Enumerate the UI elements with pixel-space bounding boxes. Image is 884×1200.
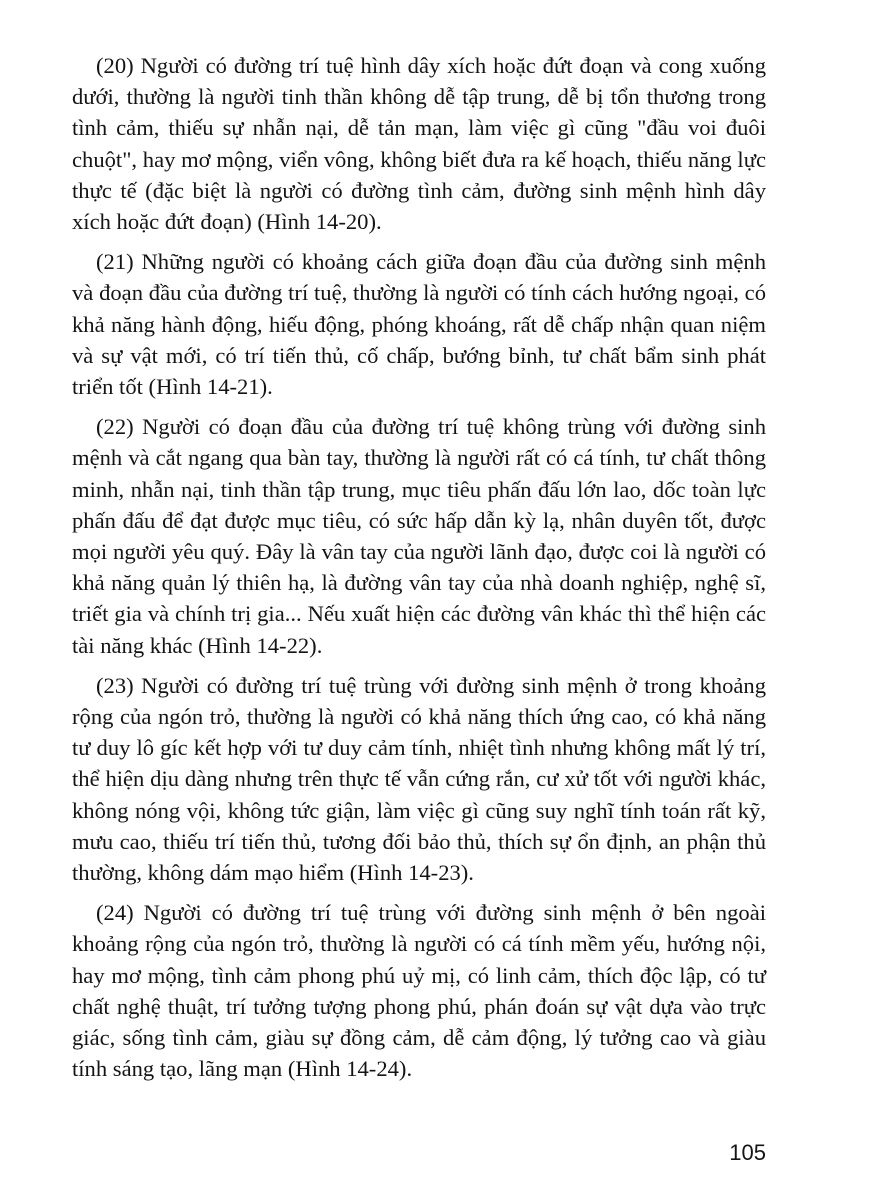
page-number: 105 [729,1140,766,1165]
paragraph-22: (22) Người có đoạn đầu của đường trí tuệ không trùng với đường sinh mệnh và cắt ngang qua bàn tay, thường là người rất có cá tính, tư chất thông minh, nhẫn nại, tinh thần tập trung, mục tiêu phấn đấu lớn lao, dốc toàn lực phấn đấu để đạt được mục tiêu, có sức hấp dẫn kỳ lạ, nhân duyên tốt, được mọi người yêu quý. Đây là vân tay của người lãnh đạo, được coi là người có khả năng quản lý thiên hạ, là đường vân tay của nhà doanh nghiệp, nghệ sĩ, triết gia và chính trị gia... Nếu xuất hiện các đường vân khác thì thể hiện các tài năng khác (Hình 14-22). [72,414,766,658]
paragraph-20: (20) Người có đường trí tuệ hình dây xích hoặc đứt đoạn và cong xuống dưới, thường là người tinh thần không dễ tập trung, dễ bị tổn thương trong tình cảm, thiếu sự nhẫn nại, dễ tản mạn, làm việc gì cũng "đầu voi đuôi chuột", hay mơ mộng, viển vông, không biết đưa ra kế hoạch, thiếu năng lực thực tế (đặc biệt là người có đường tình cảm, đường sinh mệnh hình dây xích hoặc đứt đoạn) (Hình 14-20). [72,53,766,235]
paragraph-23: (23) Người có đường trí tuệ trùng với đường sinh mệnh ở trong khoảng rộng của ngón trỏ, thường là người có khả năng thích ứng cao, có khả năng tư duy lô gíc kết hợp với tư duy cảm tính, nhiệt tình nhưng không mất lý trí, thể hiện dịu dàng nhưng trên thực tế vẫn cứng rắn, cư xử tốt với người khác, không nóng vội, không tức giận, làm việc gì cũng suy nghĩ tính toán rất kỹ, mưu cao, thiếu trí tiến thủ, tương đối bảo thủ, thích sự ổn định, an phận thủ thường, không dám mạo hiểm (Hình 14-23). [72,672,766,886]
paragraph-21: (21) Những người có khoảng cách giữa đoạn đầu của đường sinh mệnh và đoạn đầu của đường trí tuệ, thường là người có tính cách hướng ngoại, có khả năng hành động, hiếu động, phóng khoáng, rất dễ chấp nhận quan niệm và sự vật mới, có trí tiến thủ, cố chấp, bướng bỉnh, tư chất bẩm sinh phát triển tốt (Hình 14-21). [72,249,766,400]
page-body [72,50,766,1150]
paragraph-24: (24) Người có đường trí tuệ trùng với đường sinh mệnh ở bên ngoài khoảng rộng của ngón trỏ, thường là người có cá tính mềm yếu, hướng nội, hay mơ mộng, tình cảm phong phú uỷ mị, có linh cảm, thích độc lập, có tư chất nghệ thuật, trí tưởng tượng phong phú, phán đoán sự vật dựa vào trực giác, sống tình cảm, giàu sự đồng cảm, dễ cảm động, lý tưởng cao và giàu tính sáng tạo, lãng mạn (Hình 14-24). [72,900,766,1082]
